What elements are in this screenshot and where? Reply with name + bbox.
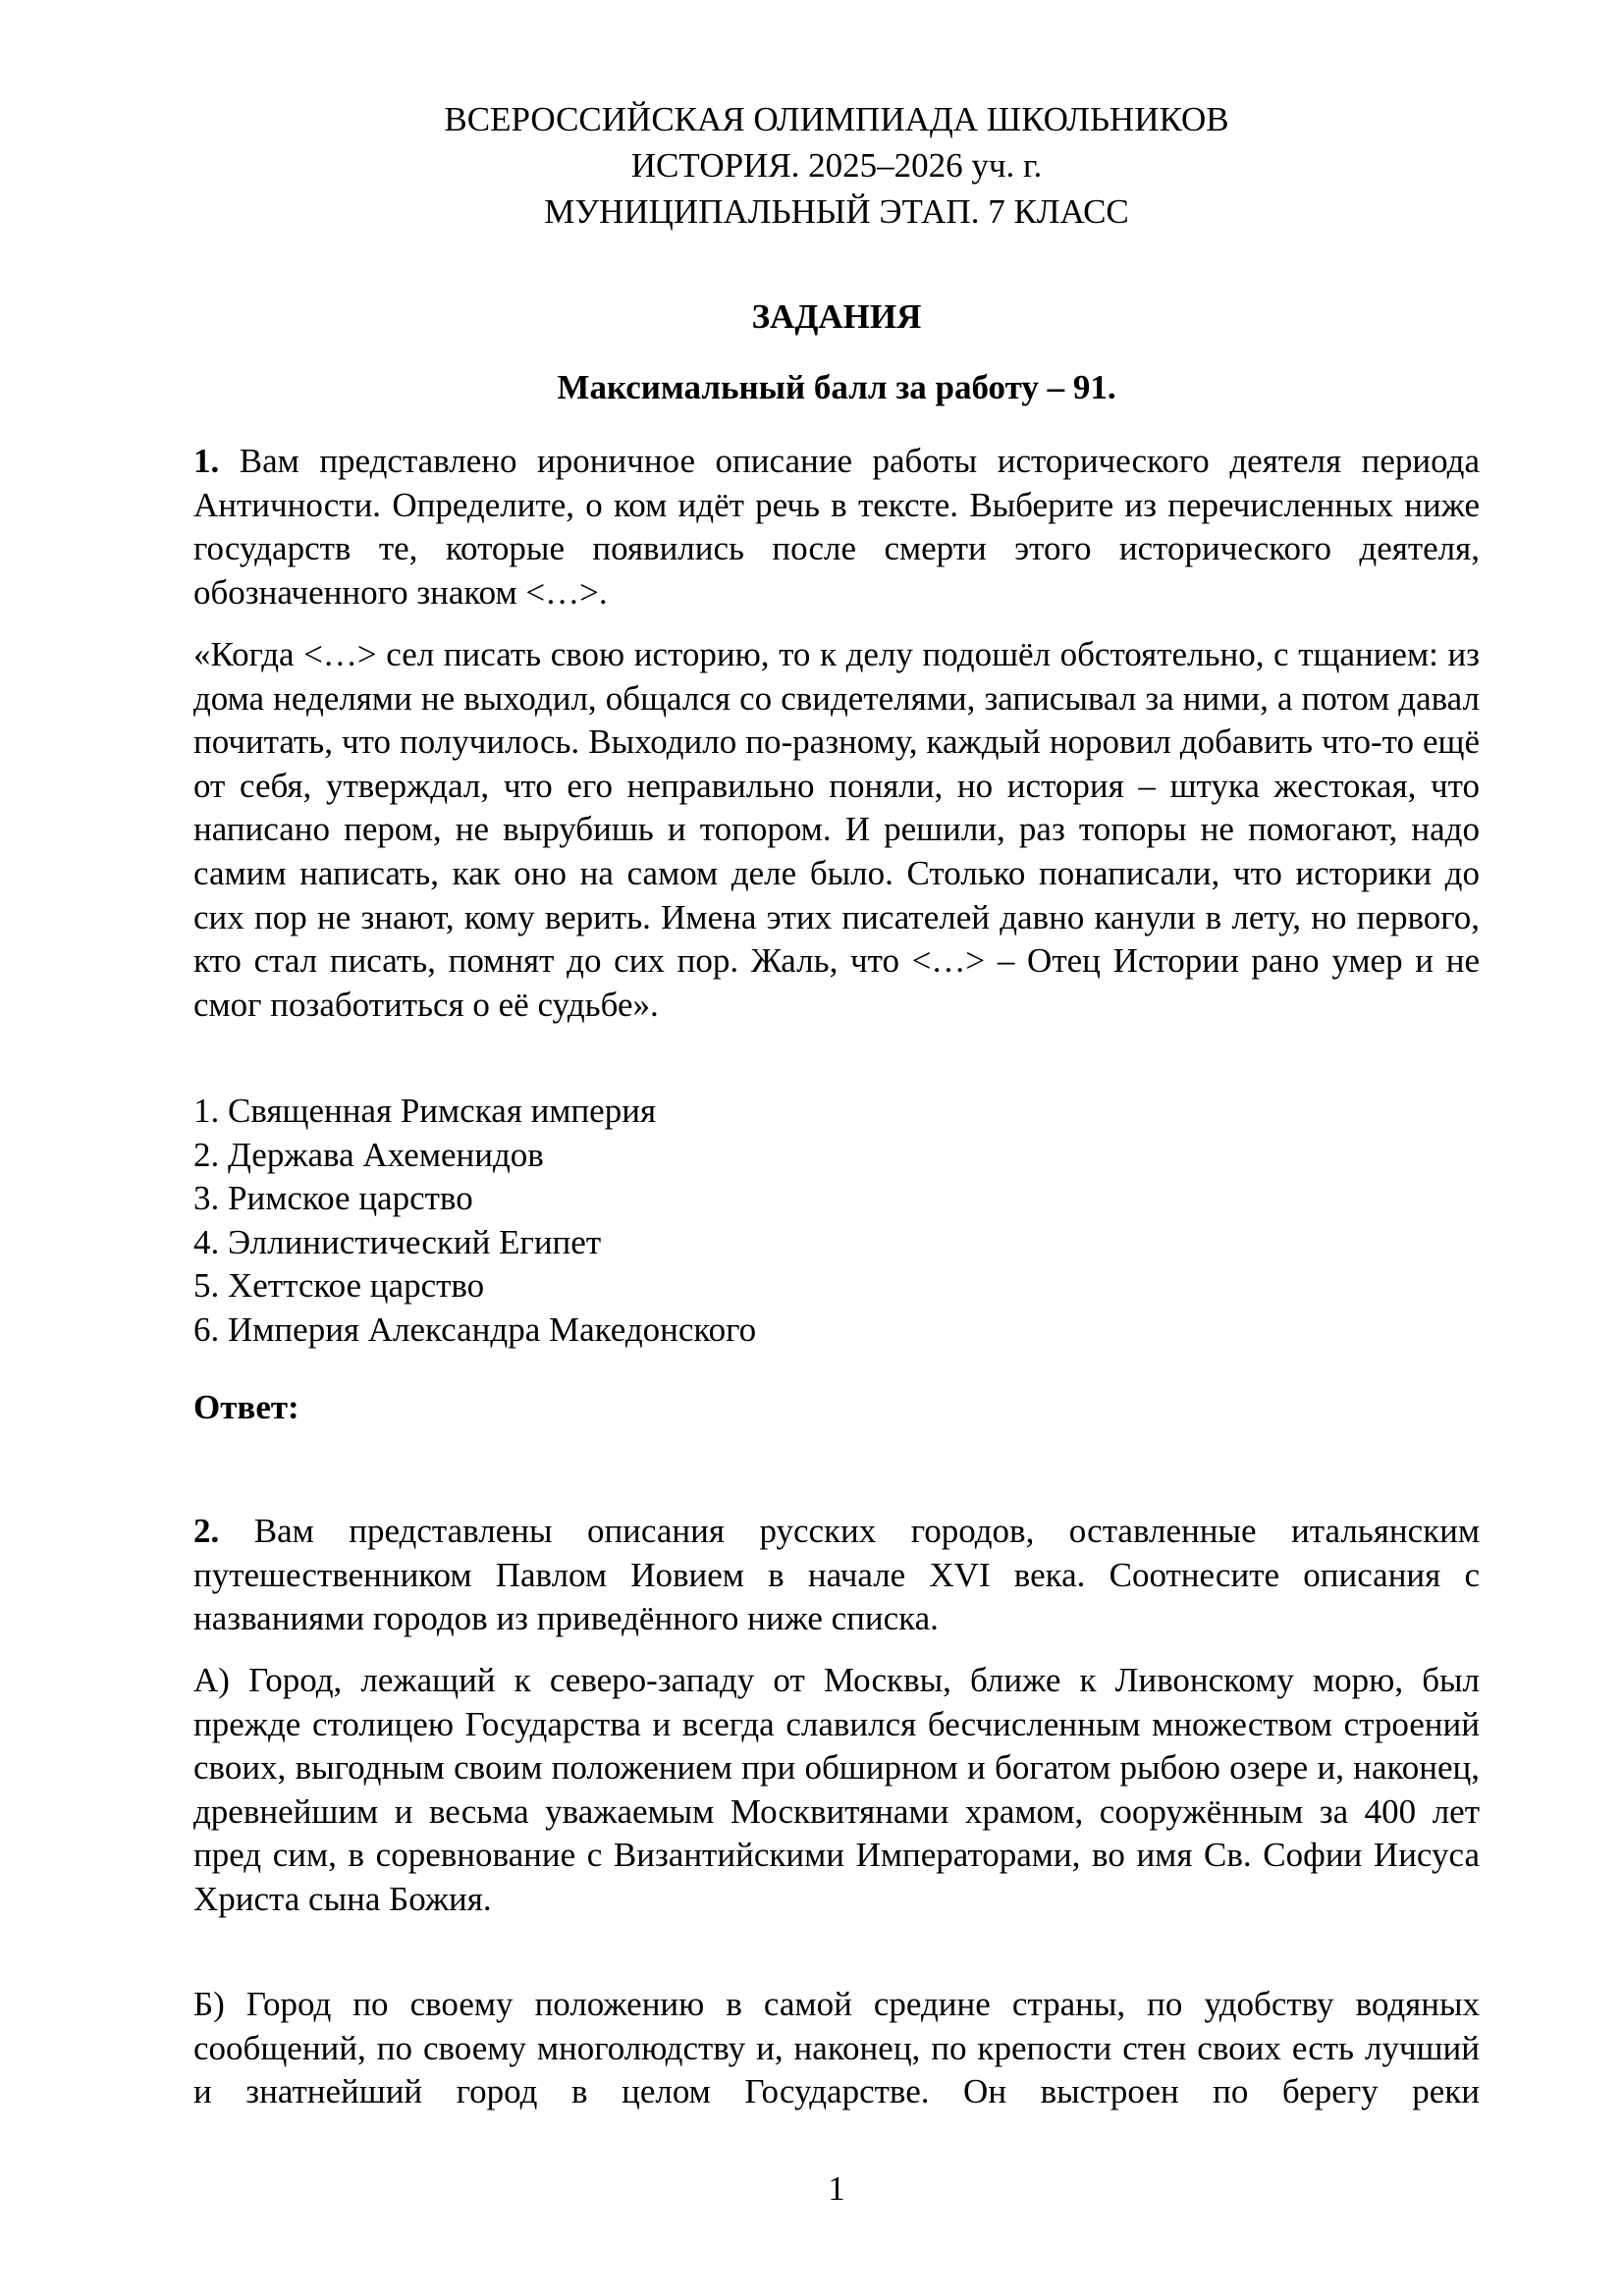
section-title: ЗАДАНИЯ — [751, 297, 922, 336]
option-item: 6. Империя Александра Македонского — [193, 1309, 757, 1349]
task1-quote: «Когда <…> сел писать свою историю, то к делу подошёл обстоятельно, с тщанием: из дома неделями не выходил, общался со свидетелями, записывал за ними, а потом давал почитать, что получилось. Выходило по-разному, каждый норовил добавить что-то ещё от себя, утверждал, что его неправильно поняли, но история – штука жестокая, что написано пером, не вырубишь и топором. И решили, раз топоры не помогают, надо самим написать, как оно на самом деле было. Столько понаписали, что историки до сих пор не знают, кому верить. Имена этих писателей давно канули в лету, но первого, кто стал писать, помнят до сих пор. Жаль, что <…> – Отец Истории рано умер и не смог позаботиться о её судьбе». — [193, 635, 1480, 1024]
task1-intro-text: Вам представлено ироничное описание работы исторического деятеля периода Античности. Определите, о ком идёт речь в тексте. Выберите из перечисленных ниже государств те, которые появились после смерти этого исторического деятеля, обозначенного знаком <…>. — [193, 442, 1480, 612]
task2-intro-text: Вам представлены описания русских городов, оставленные итальянским путешественником Павлом Иовием в начале XVI века. Соотнесите описания с названиями городов из приведённого ниже списка. — [193, 1512, 1480, 1638]
option-item: 1. Священная Римская империя — [193, 1092, 657, 1130]
answer-label: Ответ: — [193, 1388, 299, 1426]
option-item: 4. Эллинистический Египет — [193, 1222, 602, 1261]
option-item: 5. Хеттское царство — [193, 1266, 485, 1306]
olympiad-title: ВСЕРОССИЙСКАЯ ОЛИМПИАДА ШКОЛЬНИКОВ — [444, 100, 1229, 138]
task1-intro — [193, 440, 1480, 614]
task1-number: 1. — [193, 442, 220, 480]
page-number: 1 — [828, 2169, 845, 2208]
task2-description-a: А) Город, лежащий к северо-западу от Москвы, ближе к Ливонскому морю, был прежде столицею Государства и всегда славился бесчисленным множеством строений своих, выгодным своим положением при обширном и богатом рыбою озере и, наконец, древнейшим и весьма уважаемым Москвитянами храмом, сооружённым за 400 лет пред сим, в соревнование с Византийскими Императорами, во имя Св. Софии Иисуса Христа сына Божия. — [193, 1661, 1480, 1918]
stage-grade: МУНИЦИПАЛЬНЫЙ ЭТАП. 7 КЛАСС — [544, 192, 1129, 231]
max-score: Максимальный балл за работу – 91. — [557, 368, 1116, 406]
option-item: 3. Римское царство — [193, 1179, 473, 1218]
option-item: 2. Держава Ахеменидов — [193, 1135, 544, 1174]
document-header — [193, 96, 1480, 235]
task1-options — [193, 1090, 756, 1353]
task2-number: 2. — [193, 1512, 220, 1550]
subject-year: ИСТОРИЯ. 2025–2026 уч. г. — [630, 146, 1043, 185]
task2-intro — [193, 1510, 1480, 1641]
task2-description-b: Б) Город по своему положению в самой средине страны, по удобству водяных сообщений, по своему многолюдству и, наконец, по крепости стен своих есть лучший и знатнейший город в целом Государстве. Он выстроен по берегу реки — [193, 1985, 1480, 2111]
